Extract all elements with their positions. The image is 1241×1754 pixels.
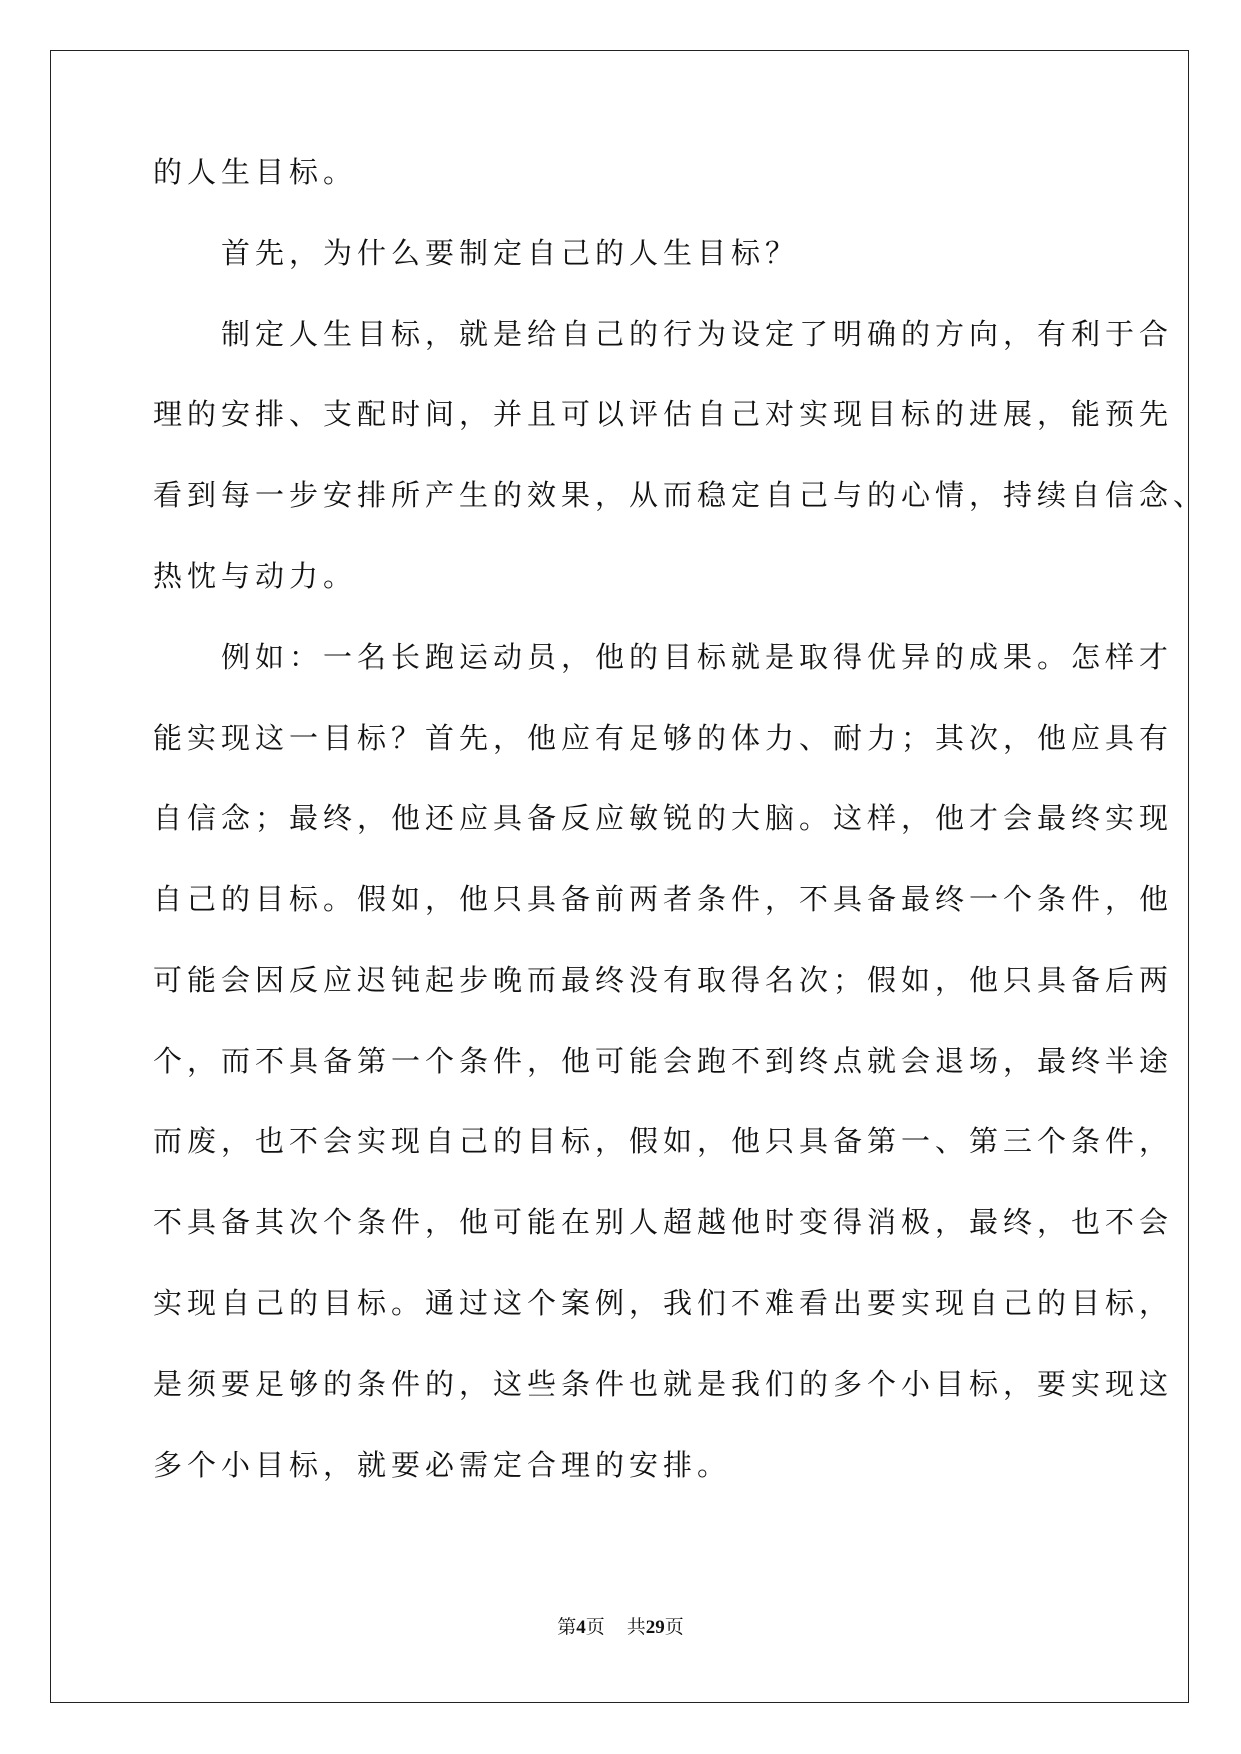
total-pages: 29: [645, 1617, 665, 1638]
text-line: 看到每一步安排所产生的效果，从而稳定自己与的心情，持续自信念、: [153, 478, 1208, 512]
text-line: 可能会因反应迟钝起步晚而最终没有取得名次；假如，他只具备后两: [153, 963, 1174, 997]
text-line: 的人生目标。: [153, 155, 358, 189]
text-line: 热忱与动力。: [153, 559, 358, 593]
page-suffix: 页: [585, 1616, 605, 1638]
text-line: 能实现这一目标？首先，他应有足够的体力、耐力；其次，他应具有: [153, 721, 1174, 755]
page-prefix: 第: [557, 1616, 577, 1638]
text-line: 多个小目标，就要必需定合理的安排。: [153, 1448, 732, 1482]
text-line: 例如：一名长跑运动员，他的目标就是取得优异的成果。怎样才: [153, 640, 1174, 674]
page-footer: [0, 1614, 1241, 1641]
text-line: 不具备其次个条件，他可能在别人超越他时变得消极，最终，也不会: [153, 1205, 1174, 1239]
text-line: 个，而不具备第一个条件，他可能会跑不到终点就会退场，最终半途: [153, 1044, 1174, 1078]
text-line: 理的安排、支配时间，并且可以评估自己对实现目标的进展，能预先: [153, 397, 1174, 431]
text-line: 是须要足够的条件的，这些条件也就是我们的多个小目标，要实现这: [153, 1367, 1174, 1401]
text-line: 自信念；最终，他还应具备反应敏锐的大脑。这样，他才会最终实现: [153, 801, 1174, 835]
text-line: 制定人生目标，就是给自己的行为设定了明确的方向，有利于合: [153, 317, 1174, 351]
text-line: 首先，为什么要制定自己的人生目标？: [153, 236, 800, 270]
text-line: 实现自己的目标。通过这个案例，我们不难看出要实现自己的目标，: [153, 1286, 1174, 1320]
page-number: 4: [576, 1617, 586, 1638]
text-line: 而废，也不会实现自己的目标，假如，他只具备第一、第三个条件，: [153, 1124, 1174, 1158]
text-line: 自己的目标。假如，他只具备前两者条件，不具备最终一个条件，他: [153, 882, 1174, 916]
total-prefix: 共: [626, 1616, 646, 1638]
total-suffix: 页: [664, 1616, 684, 1638]
